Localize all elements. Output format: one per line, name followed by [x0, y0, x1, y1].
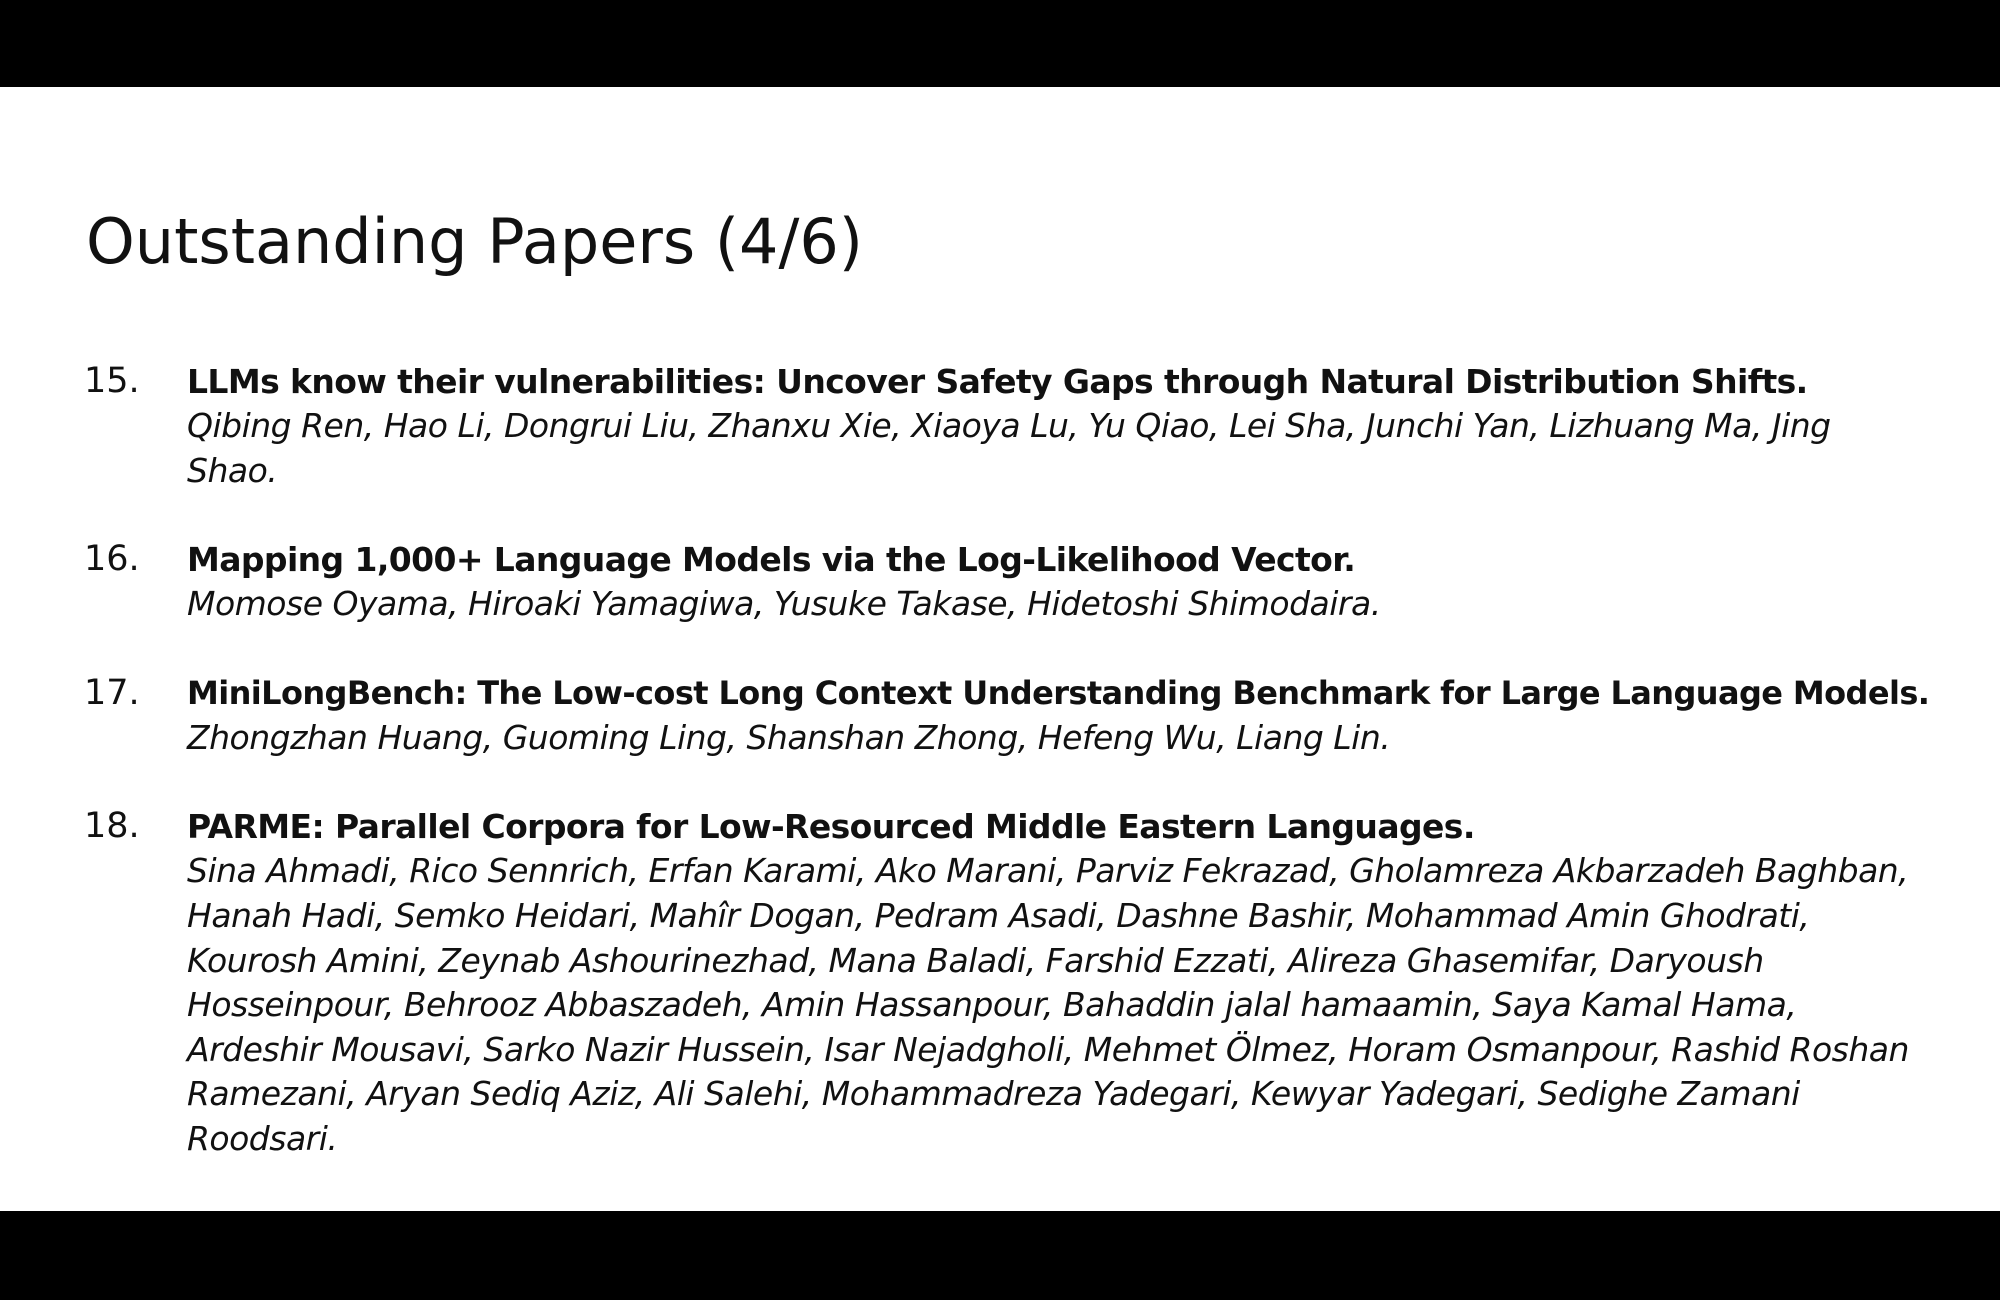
paper-authors: Qibing Ren, Hao Li, Dongrui Liu, Zhanxu Xie, Xiaoya Lu, Yu Qiao, Lei Sha, Junchi Yan, Lizhuang Ma, Jing Shao.: [187, 406, 1831, 490]
paper-number: 17.: [84, 672, 140, 713]
paper-item: [84, 359, 1934, 493]
slide-title: Outstanding Papers (4/6): [86, 205, 863, 278]
paper-item: [84, 537, 1934, 627]
paper-list: [84, 359, 1934, 1206]
paper-number: 15.: [84, 361, 140, 401]
paper-body: [187, 537, 1934, 627]
paper-body: [187, 359, 1934, 493]
slide: [0, 87, 2000, 1211]
paper-title: LLMs know their vulnerabilities: Uncover Safety Gaps through Natural Distribution Shifts.: [187, 362, 1808, 401]
paper-item: [84, 671, 1934, 761]
paper-authors: Momose Oyama, Hiroaki Yamagiwa, Yusuke Takase, Hidetoshi Shimodaira.: [187, 584, 1381, 624]
paper-title: Mapping 1,000+ Language Models via the Log-Likelihood Vector.: [187, 540, 1356, 580]
paper-authors: Sina Ahmadi, Rico Sennrich, Erfan Karami, Ako Marani, Parviz Fekrazad, Gholamreza Akbarzadeh Baghban, Hanah Hadi, Semko Heidari, Mahîr Dogan, Pedram Asadi, Dashne Bashir, Mohammad Amin Ghodrati, Kourosh Amini, Zeynab Ashourinezhad, Mana Baladi, Farshid Ezzati, Alireza Ghasemifar, Daryoush Hosseinpour, Behrooz Abbaszadeh, Amin Hassanpour, Bahaddin jalal hamaamin, Saya Kamal Hama, Ardeshir Mousavi, Sarko Nazir Hussein, Isar Nejadgholi, Mehmet Ölmez, Horam Osmanpour, Rashid Roshan Ramezani, Aryan Sediq Aziz, Ali Salehi, Mohammadreza Yadegari, Kewyar Yadegari, Sedighe Zamani Roodsari.: [187, 851, 1909, 1158]
letterbox-bottom: [0, 1211, 2000, 1300]
paper-item: [84, 804, 1934, 1161]
paper-title: MiniLongBench: The Low-cost Long Context Understanding Benchmark for Large Language Models.: [187, 673, 1930, 712]
paper-title: PARME: Parallel Corpora for Low-Resourced Middle Eastern Languages.: [187, 807, 1475, 847]
paper-body: [187, 671, 1934, 761]
paper-number: 18.: [84, 806, 140, 847]
letterbox-top: [0, 0, 2000, 87]
paper-number: 16.: [84, 539, 140, 580]
paper-body: [187, 804, 1934, 1161]
paper-authors: Zhongzhan Huang, Guoming Ling, Shanshan Zhong, Hefeng Wu, Liang Lin.: [187, 717, 1391, 757]
